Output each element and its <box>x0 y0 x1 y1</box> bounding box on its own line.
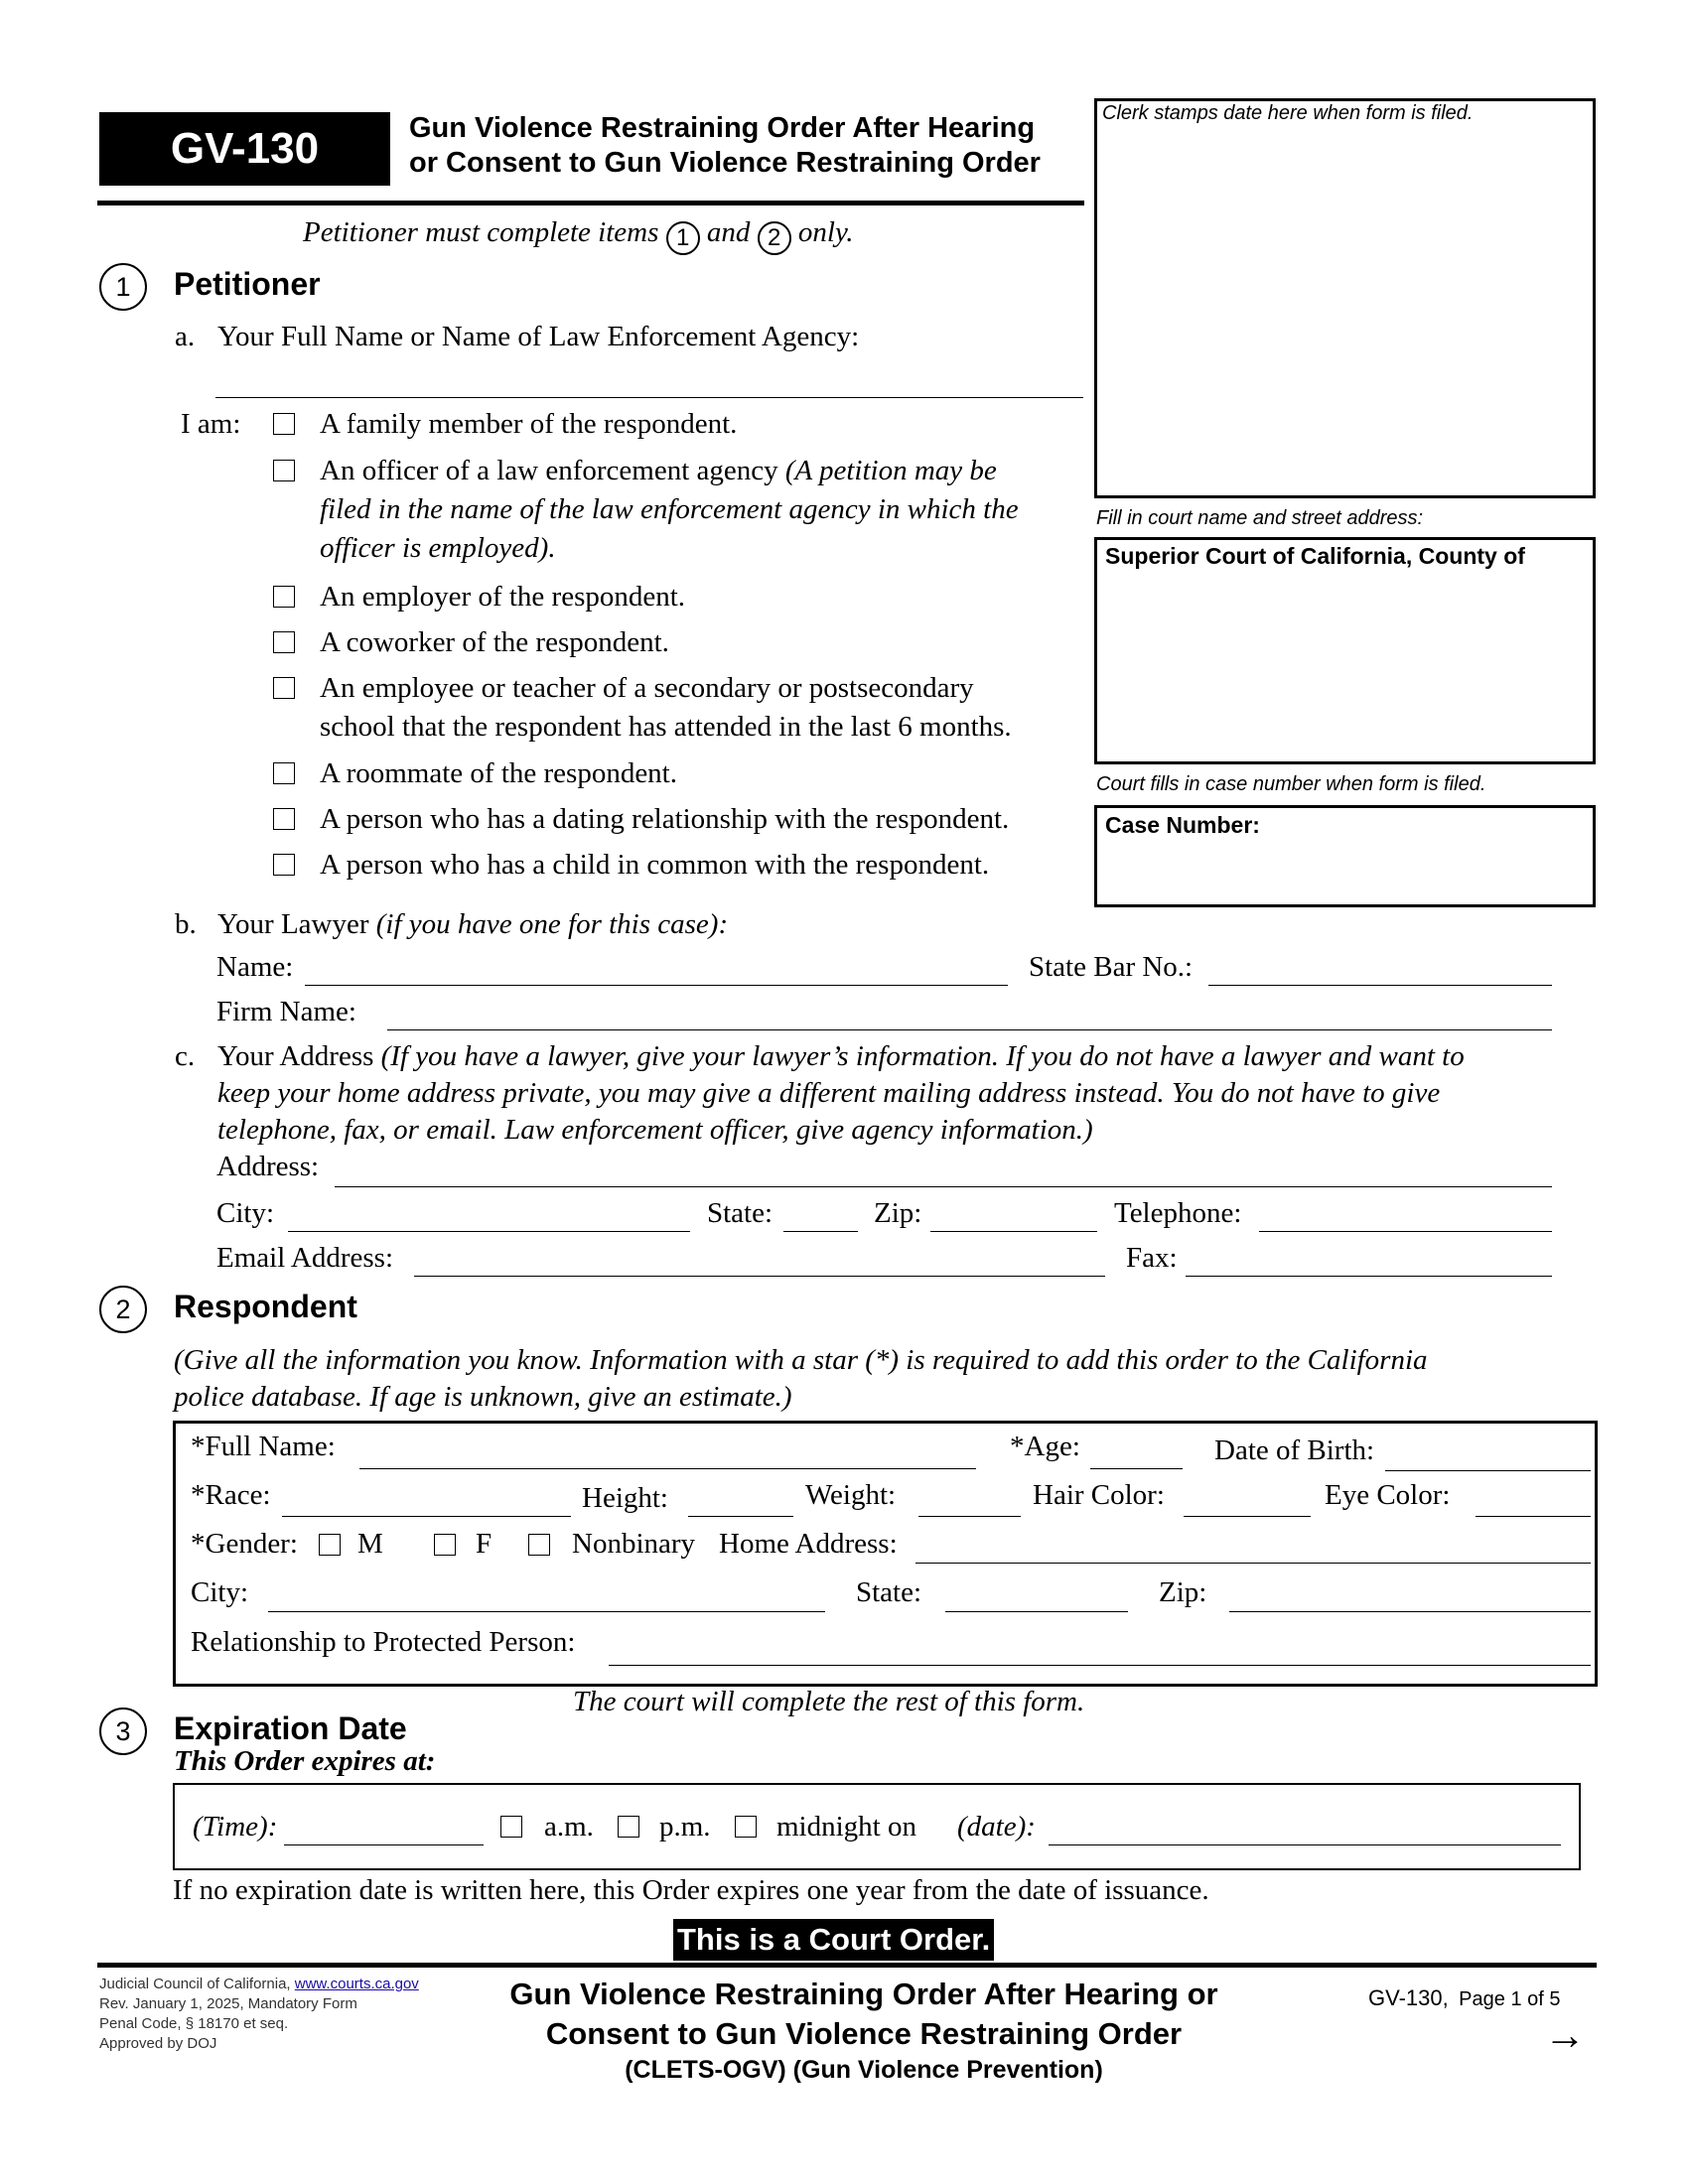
option-employer: An employer of the respondent. <box>320 581 686 613</box>
city-field[interactable] <box>288 1231 690 1232</box>
instructions <box>303 216 854 255</box>
petitioner-name-field[interactable] <box>215 397 1083 398</box>
state-bar-label: State Bar No.: <box>1029 951 1194 983</box>
state-field[interactable] <box>783 1231 858 1232</box>
respondent-relationship-field[interactable] <box>609 1665 1591 1666</box>
footer-rule <box>97 1963 1597 1968</box>
item-2-ref: 2 <box>758 221 791 255</box>
email-field[interactable] <box>414 1276 1105 1277</box>
item-b-letter: b. <box>175 908 197 940</box>
expiration-default-note: If no expiration date is written here, this Order expires one year from the date of issuance. <box>173 1874 1209 1906</box>
option-coworker: A coworker of the respondent. <box>320 626 669 658</box>
case-number-label: Court fills in case number when form is filed. <box>1096 773 1486 795</box>
footer-code: Penal Code, § 18170 et seq. <box>99 2015 289 2032</box>
footer-url-link[interactable]: www.courts.ca.gov <box>294 1976 419 1992</box>
firm-name-field[interactable] <box>387 1029 1552 1030</box>
item-a-letter: a. <box>175 321 196 352</box>
checkbox-law-enforcement[interactable] <box>273 460 295 481</box>
checkbox-dating[interactable] <box>273 808 295 830</box>
court-order-banner: This is a Court Order. <box>673 1919 994 1961</box>
respondent-zip-label: Zip: <box>1159 1576 1207 1608</box>
form-id: GV-130 <box>170 124 320 173</box>
respondent-city-label: City: <box>191 1576 249 1608</box>
respondent-zip-field[interactable] <box>1229 1611 1591 1612</box>
court-name-label: Fill in court name and street address: <box>1096 507 1424 529</box>
fax-label: Fax: <box>1126 1242 1178 1274</box>
pm-label: p.m. <box>659 1811 711 1843</box>
footer-title-3: (CLETS-OGV) (Gun Violence Prevention) <box>625 2056 1103 2084</box>
respondent-state-field[interactable] <box>945 1611 1128 1612</box>
option-law-enforcement-text: An officer of a law enforcement agency <box>320 455 778 486</box>
footer-title-1: Gun Violence Restraining Order After Hearing or <box>509 1977 1218 2011</box>
am-checkbox[interactable] <box>500 1816 522 1838</box>
option-employee-teacher: An employee or teacher of a secondary or postsecondary <box>320 672 974 704</box>
midnight-checkbox[interactable] <box>735 1816 757 1838</box>
lawyer-name-field[interactable] <box>305 985 1008 986</box>
gender-nonbinary-label: Nonbinary <box>572 1528 696 1560</box>
address-section-label: Your Address <box>217 1040 374 1072</box>
respondent-dob-field[interactable] <box>1385 1470 1591 1471</box>
court-name-text: Superior Court of California, County of <box>1105 543 1525 569</box>
firm-name-label: Firm Name: <box>216 996 356 1027</box>
pm-checkbox[interactable] <box>618 1816 639 1838</box>
respondent-eye-field[interactable] <box>1476 1516 1591 1517</box>
next-page-arrow-icon: → <box>1544 2011 1586 2058</box>
respondent-race-label: *Race: <box>191 1479 271 1511</box>
clerk-stamp-label: Clerk stamps date here when form is filed. <box>1102 102 1474 124</box>
respondent-home-address-label: Home Address: <box>719 1528 898 1560</box>
option-child-in-common: A person who has a child in common with the respondent. <box>320 849 990 881</box>
gender-m-checkbox[interactable] <box>319 1534 341 1556</box>
respondent-age-label: *Age: <box>1010 1431 1080 1462</box>
instructions-pre: Petitioner must complete items <box>303 216 659 248</box>
zip-field[interactable] <box>930 1231 1097 1232</box>
court-name-box[interactable] <box>1094 537 1596 764</box>
clerk-stamp-box <box>1094 98 1596 498</box>
expiration-time-field[interactable] <box>284 1844 484 1845</box>
footer-rev: Rev. January 1, 2025, Mandatory Form <box>99 1995 357 2012</box>
fax-field[interactable] <box>1186 1276 1552 1277</box>
telephone-label: Telephone: <box>1114 1197 1242 1229</box>
respondent-age-field[interactable] <box>1090 1468 1183 1469</box>
gender-f-label: F <box>476 1528 492 1560</box>
instructions-and: and <box>706 216 751 248</box>
footer-form-id: GV-130, <box>1368 1985 1449 2010</box>
section-3-subtitle: This Order expires at: <box>174 1745 436 1777</box>
telephone-field[interactable] <box>1259 1231 1552 1232</box>
gender-f-checkbox[interactable] <box>434 1534 456 1556</box>
option-family-member: A family member of the respondent. <box>320 408 738 440</box>
midnight-label: midnight on <box>776 1811 916 1843</box>
am-label: a.m. <box>544 1811 594 1843</box>
checkbox-employer[interactable] <box>273 586 295 608</box>
item-a-label: Your Full Name or Name of Law Enforcement Agency: <box>217 321 860 352</box>
footer-page-info <box>1368 1985 1560 2011</box>
gender-m-label: M <box>357 1528 383 1560</box>
respondent-note-2: police database. If age is unknown, give an estimate.) <box>174 1381 792 1413</box>
option-law-enforcement-note-3: officer is employed). <box>320 532 556 564</box>
respondent-state-label: State: <box>856 1576 922 1608</box>
respondent-hair-label: Hair Color: <box>1033 1479 1165 1511</box>
checkbox-roommate[interactable] <box>273 762 295 784</box>
footer-page-number: Page 1 of 5 <box>1459 1988 1561 2010</box>
option-employee-teacher-2: school that the respondent has attended in the last 6 months. <box>320 711 1012 743</box>
state-bar-field[interactable] <box>1208 985 1552 986</box>
lawyer-label: Your Lawyer <box>217 908 369 940</box>
option-law-enforcement-note: (A petition may be <box>784 455 997 486</box>
respondent-full-name-label: *Full Name: <box>191 1431 336 1462</box>
checkbox-employee-teacher[interactable] <box>273 677 295 699</box>
item-c-letter: c. <box>175 1040 196 1072</box>
checkbox-child-in-common[interactable] <box>273 854 295 876</box>
respondent-eye-label: Eye Color: <box>1325 1479 1451 1511</box>
lawyer-name-label: Name: <box>216 951 294 983</box>
expiration-time-label: (Time): <box>193 1811 278 1843</box>
respondent-hair-field[interactable] <box>1184 1516 1311 1517</box>
footer-title-2: Consent to Gun Violence Restraining Order <box>545 2016 1183 2051</box>
case-number-text: Case Number: <box>1105 812 1260 838</box>
expiration-date-label: (date): <box>957 1811 1036 1843</box>
respondent-height-field[interactable] <box>688 1516 793 1517</box>
respondent-note-1: (Give all the information you know. Information with a star (*) is required to add this order to the California <box>174 1344 1428 1376</box>
checkbox-family-member[interactable] <box>273 413 295 435</box>
address-note-2: keep your home address private, you may give a different mailing address instead. You do not have to give <box>217 1077 1441 1109</box>
section-1-number: 1 <box>99 263 147 311</box>
option-roommate: A roommate of the respondent. <box>320 757 677 789</box>
instructions-post: only. <box>797 216 854 248</box>
section-1-title: Petitioner <box>174 266 321 302</box>
item-1-ref: 1 <box>666 221 700 255</box>
option-law-enforcement <box>320 453 997 490</box>
address-note-3: telephone, fax, or email. Law enforcement officer, give agency information.) <box>217 1114 1093 1146</box>
zip-label: Zip: <box>874 1197 922 1229</box>
item-b-label <box>217 906 728 944</box>
gender-nonbinary-checkbox[interactable] <box>528 1534 550 1556</box>
footer-council <box>99 1976 419 1992</box>
state-label: State: <box>707 1197 774 1229</box>
form-title-line2: or Consent to Gun Violence Restraining Order <box>409 147 1041 179</box>
lawyer-note: (if you have one for this case): <box>375 908 729 940</box>
footer-doj: Approved by DOJ <box>99 2035 217 2052</box>
iam-label: I am: <box>181 408 241 440</box>
option-dating: A person who has a dating relationship with the respondent. <box>320 803 1010 835</box>
section-3-title: Expiration Date <box>174 1710 407 1746</box>
form-title-line1: Gun Violence Restraining Order After Hearing <box>409 112 1036 144</box>
item-c-label <box>217 1038 1465 1076</box>
respondent-relationship-label: Relationship to Protected Person: <box>191 1626 576 1658</box>
respondent-dob-label: Date of Birth: <box>1214 1434 1375 1466</box>
checkbox-coworker[interactable] <box>273 631 295 653</box>
respondent-home-address-field[interactable] <box>915 1563 1591 1564</box>
respondent-height-label: Height: <box>582 1482 668 1514</box>
address-label: Address: <box>216 1151 320 1182</box>
respondent-gender-label: *Gender: <box>191 1528 298 1560</box>
court-complete-note: The court will complete the rest of this form. <box>573 1686 1085 1717</box>
email-label: Email Address: <box>216 1242 394 1274</box>
respondent-weight-field[interactable] <box>918 1516 1021 1517</box>
city-label: City: <box>216 1197 275 1229</box>
address-field[interactable] <box>335 1186 1552 1187</box>
option-law-enforcement-note-2: filed in the name of the law enforcement agency in which the <box>320 493 1019 525</box>
header-rule <box>97 201 1084 205</box>
section-3-number: 3 <box>99 1707 147 1755</box>
respondent-weight-label: Weight: <box>805 1479 897 1511</box>
address-note-1: (If you have a lawyer, give your lawyer’s information. If you do not have a lawyer and want to <box>380 1040 1465 1072</box>
respondent-full-name-field[interactable] <box>359 1468 976 1469</box>
expiration-date-field[interactable] <box>1049 1844 1561 1845</box>
respondent-race-field[interactable] <box>282 1516 571 1517</box>
section-2-number: 2 <box>99 1286 147 1333</box>
section-2-title: Respondent <box>174 1289 357 1324</box>
respondent-city-field[interactable] <box>268 1611 825 1612</box>
footer-council-text: Judicial Council of California, <box>99 1976 291 1992</box>
